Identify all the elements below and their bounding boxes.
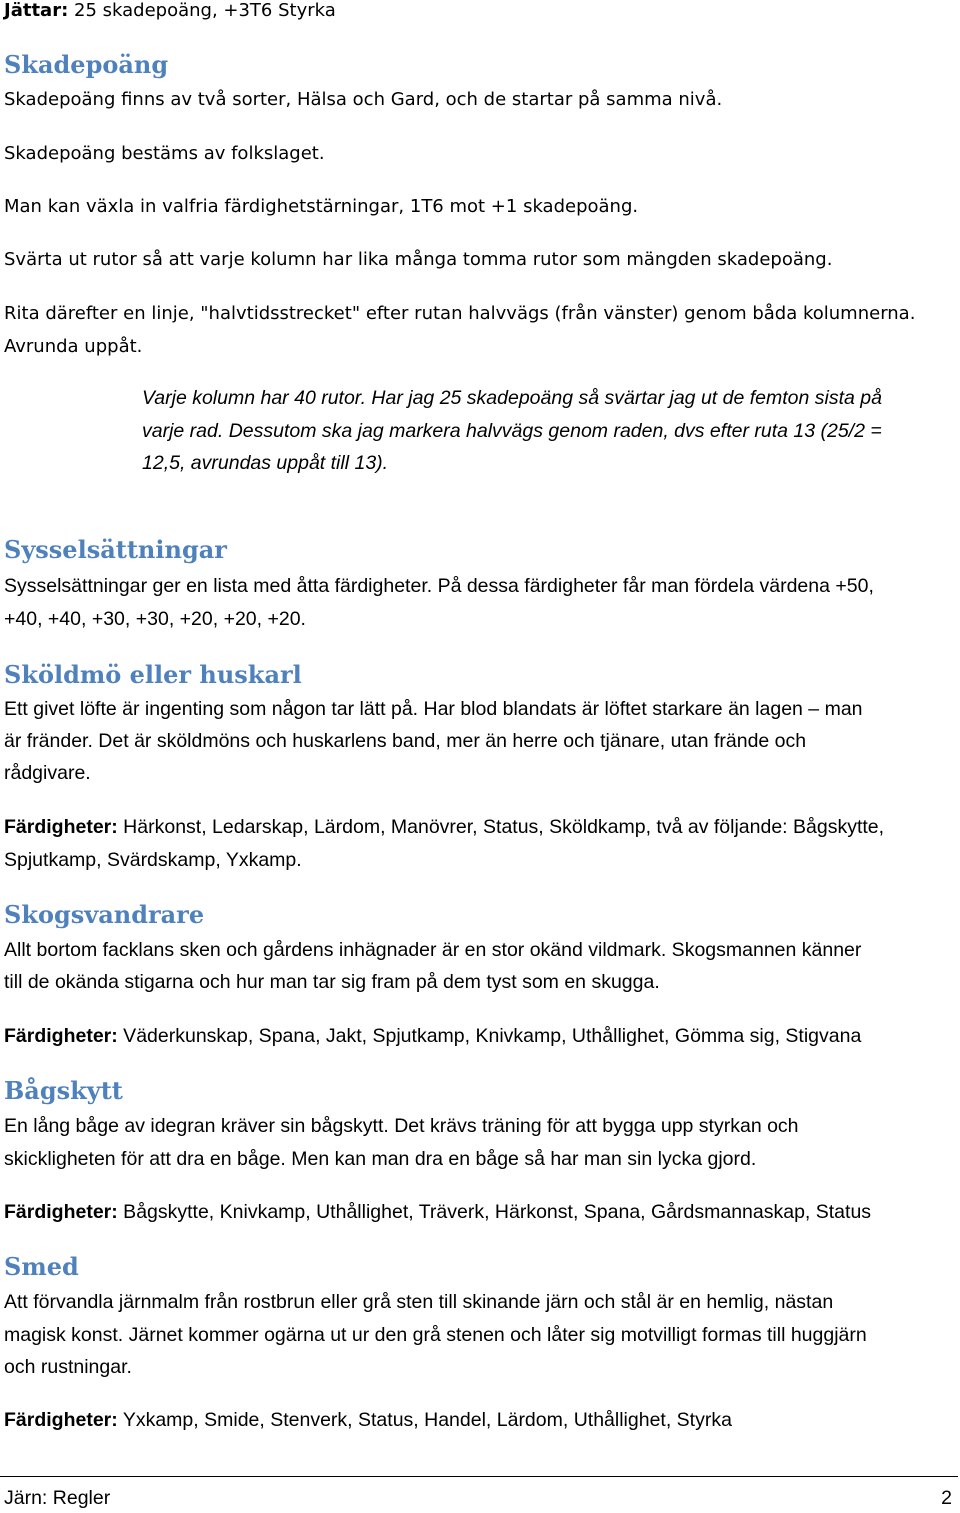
skills-list: Härkonst, Ledarskap, Lärdom, Manövrer, Status, Sköldkamp, två av följande: Bågskytte,	[117, 816, 885, 838]
skills-line	[4, 1025, 861, 1048]
example-text: Varje kolumn har 40 rutor. Har jag 25 skadepoäng så svärtar jag ut de femton sista på	[142, 387, 882, 409]
paragraph: magisk konst. Järnet kommer ogärna ut ur den grå stenen och låter sig motvilligt formas till huggjärn	[4, 1324, 867, 1346]
paragraph: skickligheten för att dra en båge. Men kan man dra en båge så har man sin lycka gjord.	[4, 1148, 757, 1170]
example-text: varje rad. Dessutom ska jag markera halvvägs genom raden, dvs efter ruta 13 (25/2 =	[142, 420, 882, 442]
heading-skogsvandrare: Skogsvandrare	[4, 900, 205, 929]
paragraph: Allt bortom facklans sken och gårdens inhägnader är en stor okänd vildmark. Skogsmannen känner	[4, 939, 862, 961]
heading-sysselsattningar: Sysselsättningar	[4, 535, 227, 564]
skills-list: Väderkunskap, Spana, Jakt, Spjutkamp, Knivkamp, Uthållighet, Gömma sig, Stigvana	[117, 1025, 862, 1047]
paragraph: Ett givet löfte är ingenting som någon tar lätt på. Har blod blandats är löftet starkare än lagen – man	[4, 698, 863, 720]
intro-text: 25 skadepoäng, +3T6 Styrka	[68, 0, 336, 21]
paragraph: Skadepoäng finns av två sorter, Hälsa och Gard, och de startar på samma nivå.	[4, 89, 723, 110]
heading-bagskytt: Bågskytt	[4, 1076, 123, 1105]
example-text: 12,5, avrundas uppåt till 13).	[142, 452, 389, 474]
skills-label: Färdigheter:	[4, 1025, 118, 1047]
paragraph: Rita därefter en linje, "halvtidsstrecket" efter rutan halvvägs (från vänster) genom båda kolumnerna.	[4, 303, 916, 324]
paragraph: är fränder. Det är sköldmöns och huskarlens band, mer än herre och tjänare, utan frände och	[4, 730, 807, 752]
skills-line	[4, 1409, 732, 1432]
paragraph: En lång båge av idegran kräver sin bågskytt. Det krävs träning för att bygga upp styrkan och	[4, 1115, 799, 1137]
skills-label: Färdigheter:	[4, 1201, 118, 1223]
paragraph: Skadepoäng bestäms av folkslaget.	[4, 143, 325, 164]
paragraph: till de okända stigarna och hur man tar sig fram på dem tyst som en skugga.	[4, 971, 660, 993]
skills-line	[4, 1201, 871, 1224]
footer-title: Järn: Regler	[4, 1487, 111, 1509]
paragraph: Svärta ut rutor så att varje kolumn har lika många tomma rutor som mängden skadepoäng.	[4, 249, 833, 270]
intro-label: Jättar:	[4, 0, 69, 21]
heading-smed: Smed	[4, 1252, 79, 1281]
intro-line	[4, 0, 336, 21]
heading-skadepoang: Skadepoäng	[4, 50, 169, 79]
paragraph: +40, +40, +30, +30, +20, +20, +20.	[4, 608, 306, 630]
paragraph: Man kan växla in valfria färdighetstärningar, 1T6 mot +1 skadepoäng.	[4, 196, 639, 217]
page-number: 2	[941, 1487, 952, 1509]
skills-line	[4, 816, 884, 839]
paragraph: Sysselsättningar ger en lista med åtta färdigheter. På dessa färdigheter får man fördela värdena +50,	[4, 575, 874, 597]
paragraph: och rustningar.	[4, 1356, 132, 1378]
skills-list: Yxkamp, Smide, Stenverk, Status, Handel, Lärdom, Uthållighet, Styrka	[117, 1409, 732, 1431]
skills-list: Bågskytte, Knivkamp, Uthållighet, Träverk, Härkonst, Spana, Gårdsmannaskap, Status	[117, 1201, 872, 1223]
page-footer	[0, 1476, 958, 1513]
paragraph: Att förvandla järnmalm från rostbrun eller grå sten till skinande järn och stål är en hemlig, nästan	[4, 1291, 834, 1313]
skills-label: Färdigheter:	[4, 816, 118, 838]
heading-skoldmo: Sköldmö eller huskarl	[4, 660, 302, 689]
paragraph: rådgivare.	[4, 762, 91, 784]
paragraph: Avrunda uppåt.	[4, 336, 143, 357]
skills-line: Spjutkamp, Svärdskamp, Yxkamp.	[4, 849, 302, 871]
skills-label: Färdigheter:	[4, 1409, 118, 1431]
